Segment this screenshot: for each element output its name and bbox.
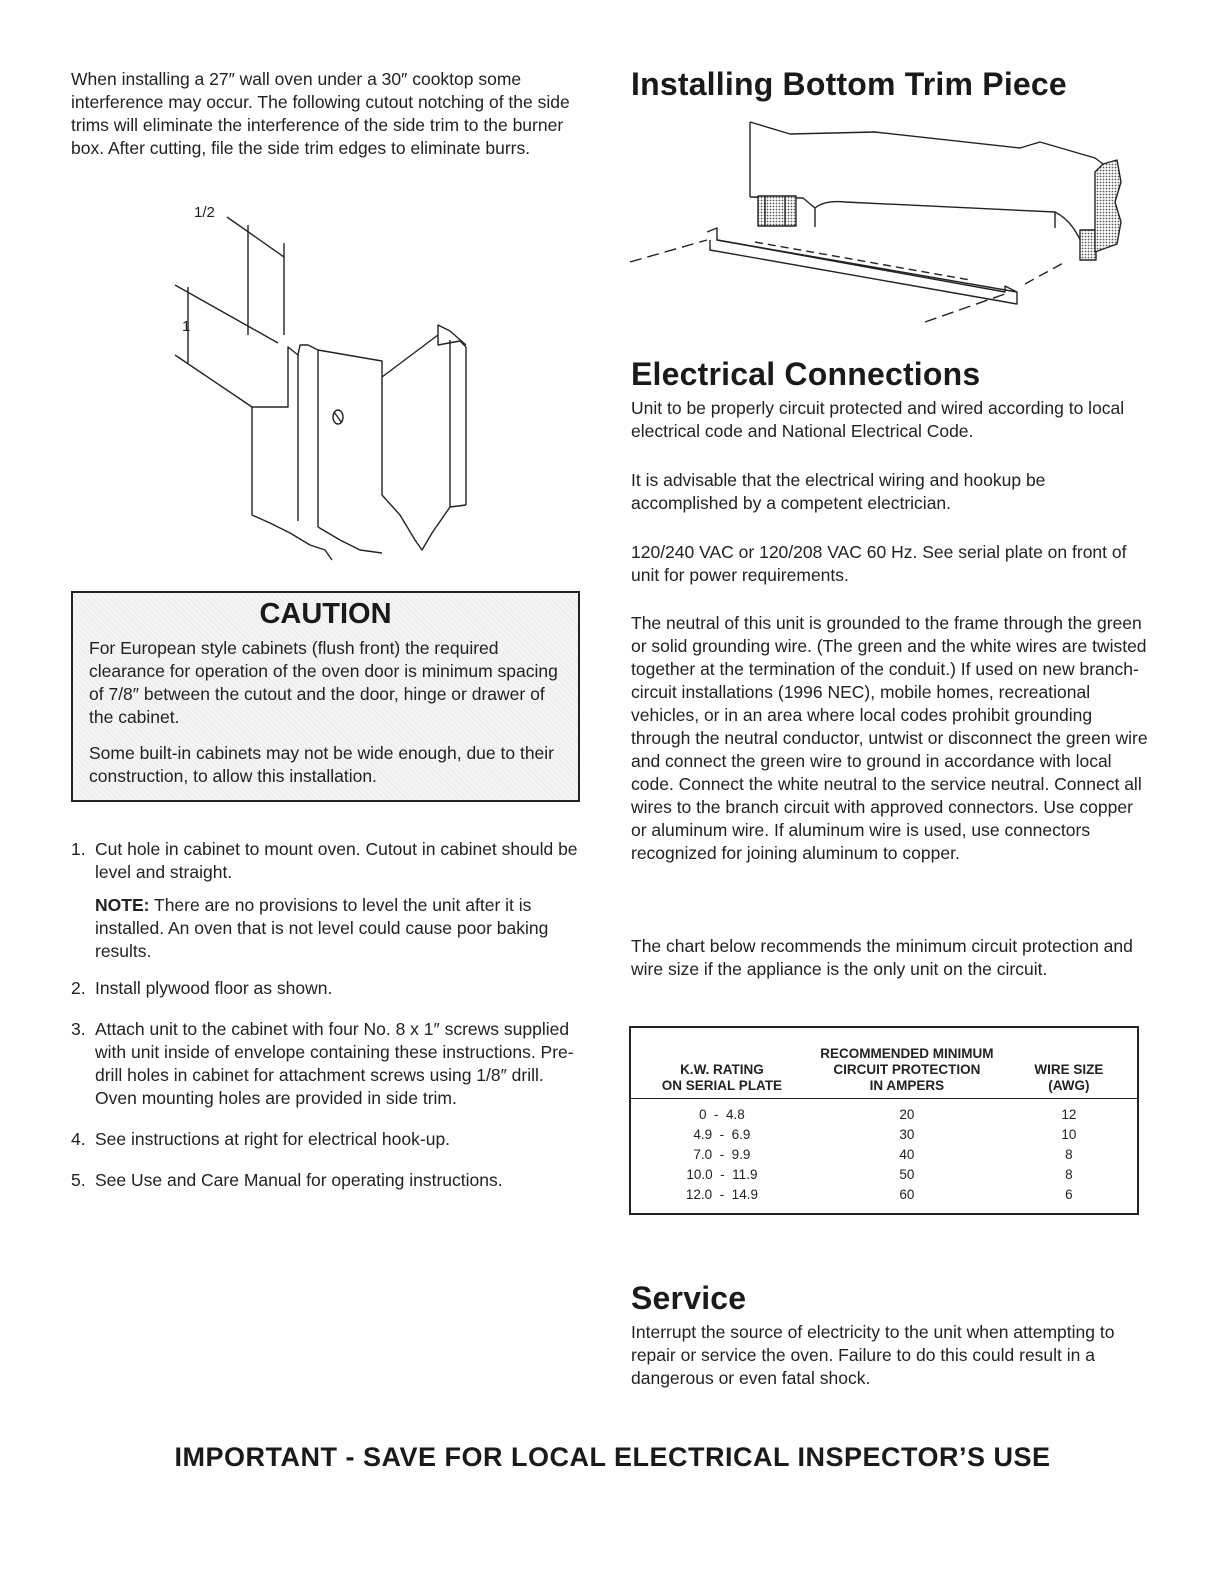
footer-important-notice: IMPORTANT - SAVE FOR LOCAL ELECTRICAL INSPECTOR’S USE: [174, 1442, 1051, 1472]
step-item: [71, 1128, 581, 1151]
caution-box: [71, 591, 580, 802]
table-row: 0 - 4.8 20 12: [699, 1106, 1077, 1122]
table-row: 7.0 - 9.9 40 8: [693, 1146, 1073, 1162]
installation-steps: [71, 838, 581, 1192]
step-text: See instructions at right for electrical hook-up.: [95, 1129, 451, 1149]
step-number: 1.: [71, 839, 86, 859]
wire-size-table: [629, 1026, 1139, 1215]
trim-notch: [252, 345, 308, 407]
step-text: See Use and Care Manual for operating instructions.: [95, 1170, 503, 1190]
table-header-row: [630, 1027, 1138, 1098]
step-number: 2.: [71, 978, 86, 998]
dim-label-one: 1: [182, 318, 191, 335]
step-note: [71, 894, 581, 963]
step-text: Install plywood floor as shown.: [95, 978, 333, 998]
electrical-paragraph-5: The chart below recommends the minimum circuit protection and wire size if the appliance is the only unit on the circuit.: [631, 936, 1133, 979]
electrical-paragraph-4: The neutral of this unit is grounded to the frame through the green or solid grounding wire. (The green and the white wires are twisted together at the termination of the conduit.) If used on new branch-circuit installations (1996 NEC), mobile homes, recreational vehicles, or in an area where local codes prohibit grounding through the neutral conductor, untwist or disconnect the green wire and connect the green wire to ground in accordance with local code. Connect the white neutral to the service neutral. Connect all wires to the branch circuit with approved connectors. Use copper or aluminum wire. If aluminum wire is used, use connectors recognized for joining aluminum to copper.: [631, 613, 1148, 863]
step-item: [71, 1018, 581, 1110]
trim-top-edge: [308, 345, 382, 377]
caution-title: CAUTION: [259, 598, 392, 630]
step-text: Cut hole in cabinet to mount oven. Cutout in cabinet should be level and straight.: [95, 839, 578, 882]
alignment-dashed-line: [755, 242, 970, 280]
step-item: [71, 1169, 581, 1192]
cabinet-right-block: [1080, 230, 1096, 260]
step-item: [71, 838, 581, 884]
oven-top-edge: [750, 122, 1103, 164]
dim-leader-half: [227, 217, 284, 257]
step-number: 4.: [71, 1129, 86, 1149]
dim-extension-bottom: [175, 355, 252, 407]
table-row: 12.0 - 14.9 60 6: [685, 1186, 1073, 1202]
side-trim-notch-figure: [170, 195, 490, 570]
header-wire-size: WIRE SIZE (AWG): [1034, 1061, 1104, 1093]
electrical-paragraph-1: Unit to be properly circuit protected and wired according to local electrical code and National Electrical Code.: [631, 398, 1125, 441]
electrical-paragraph-2: It is advisable that the electrical wiring and hookup be accomplished by a competent electrician.: [631, 470, 1046, 513]
oven-bottom-edge: [815, 202, 1085, 252]
caution-paragraph-2: Some built-in cabinets may not be wide enough, due to their construction, to allow this installation.: [89, 743, 555, 786]
screw-path-right: [925, 294, 1005, 322]
trim-bottom-break: [382, 495, 466, 550]
bottom-trim-figure: [625, 112, 1145, 327]
dim-extension-top: [175, 285, 278, 343]
step-text: Attach unit to the cabinet with four No. 8 x 1″ screws supplied with unit inside of envelope containing these instructions. Pre-drill holes in cabinet for attachment screws using 1/8″ drill. Oven mounting holes are provided in side trim.: [95, 1019, 574, 1108]
caution-paragraph-1: For European style cabinets (flush front) the required clearance for operation of the oven door is minimum spacing of 7/8″ between the cutout and the door, hinge or drawer of the cabinet.: [89, 638, 558, 727]
cabinet-side-panel: [1095, 160, 1121, 252]
trim-heading: Installing Bottom Trim Piece: [631, 66, 1067, 102]
note-label: NOTE:: [95, 895, 150, 915]
step-number: 5.: [71, 1170, 86, 1190]
table-row: 4.9 - 6.9 30 10: [693, 1126, 1077, 1142]
step-item: [71, 977, 581, 1000]
trim-flange-top: [382, 325, 450, 377]
trim-piece: [707, 228, 1017, 304]
intro-paragraph: When installing a 27″ wall oven under a 30″ cooktop some interference may occur. The following cutout notching of the side trims will eliminate the interference of the side trim to the burner box. After cutting, file the side trim edges to eliminate burrs.: [71, 69, 570, 158]
screw-path-left: [630, 240, 707, 262]
step-number: 3.: [71, 1019, 86, 1039]
table-row: 10.0 - 11.9 50 8: [686, 1166, 1073, 1182]
cabinet-left-block: [758, 196, 796, 226]
note-text: There are no provisions to level the unit after it is installed. An oven that is not level could cause poor baking results.: [95, 895, 549, 961]
service-heading: Service: [631, 1280, 747, 1316]
electrical-heading: Electrical Connections: [631, 356, 981, 392]
header-kw-rating: K.W. RATING ON SERIAL PLATE: [661, 1061, 783, 1093]
electrical-paragraph-3: 120/240 VAC or 120/208 VAC 60 Hz. See serial plate on front of unit for power requirements.: [631, 542, 1127, 585]
service-paragraph: Interrupt the source of electricity to the unit when attempting to repair or service the oven. Failure to do this could result in a dangerous or even fatal shock.: [631, 1322, 1115, 1388]
header-circuit-protection: RECOMMENDED MINIMUM CIRCUIT PROTECTION IN AMPERS: [820, 1045, 994, 1093]
trim-left-edge: [252, 407, 332, 560]
dim-label-half: 1/2: [194, 204, 215, 221]
